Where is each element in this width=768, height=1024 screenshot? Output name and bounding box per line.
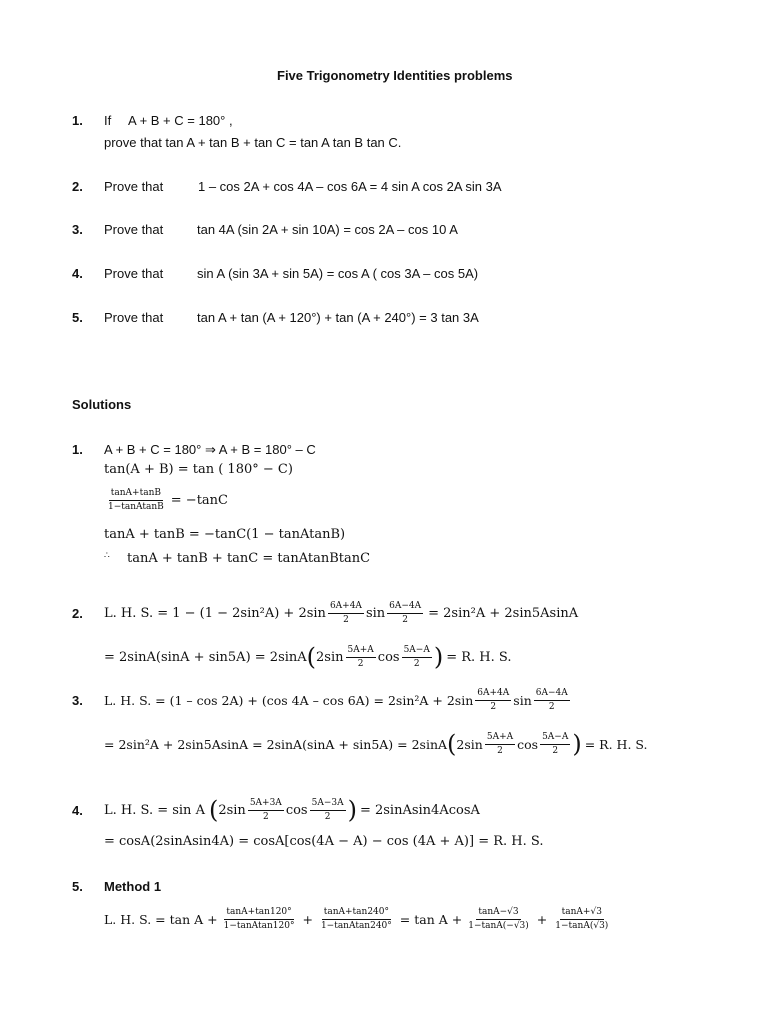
expr-part: 2sin — [316, 649, 344, 665]
problem-number: 5. — [72, 310, 83, 325]
solution-number: 3. — [72, 693, 83, 708]
problem-expression: tan 4A (sin 2A + sin 10A) = cos 2A – cos 10 A — [197, 222, 458, 237]
problem-expression: 1 – cos 2A + cos 4A – cos 6A = 4 sin A cos 2A sin 3A — [198, 179, 502, 194]
problem-expression: tan A + tan (A + 120°) + tan (A + 240°) = 3 tan 3A — [197, 310, 479, 325]
fraction-denominator: 2 — [402, 614, 408, 625]
fraction-numerator: tanA+tanB — [109, 488, 163, 501]
fraction-numerator: 5A+A — [485, 732, 515, 745]
right-paren: ) — [572, 730, 582, 758]
solution-line: tanA + tanB = −tanC(1 − tanAtanB) — [104, 527, 346, 542]
problem-number: 1. — [72, 113, 83, 128]
problem-lead: Prove that — [104, 266, 164, 281]
fraction — [540, 732, 570, 757]
fraction-denominator: 1−tanAtan120° — [223, 920, 295, 931]
fraction-numerator: 5A−A — [402, 645, 432, 658]
fraction — [387, 601, 423, 626]
expr-part: = R. H. S. — [446, 649, 512, 665]
solutions-heading: Solutions — [72, 397, 132, 412]
solution-line: = cosA(2sinAsin4A) = cosA[cos(4A − A) − cos (4A + A)] = R. H. S. — [104, 834, 544, 849]
fraction-denominator: 2 — [262, 811, 269, 822]
left-paren: ( — [447, 730, 457, 758]
solution-number: 1. — [72, 442, 83, 457]
solution-number: 4. — [72, 803, 83, 818]
problem-number: 4. — [72, 266, 83, 281]
fraction-numerator: 5A+A — [346, 645, 376, 658]
solution-line: tan(A + B) = tan ( 180° − C) — [104, 462, 293, 477]
fraction — [402, 645, 432, 670]
fraction-denominator: 1−tanA(√3) — [555, 920, 609, 931]
fraction-numerator: 5A+3A — [248, 798, 284, 811]
fraction — [222, 907, 297, 932]
solution-line — [104, 902, 612, 936]
expr-part: = 2sinA(sinA + sin5A) = 2sinA — [104, 649, 307, 665]
right-paren: ) — [433, 643, 444, 671]
fraction-denominator: 1−tanA(−√3) — [468, 920, 529, 931]
expr-part: L. H. S. = (1 – cos 2A) + (cos 4A – cos 6A) = 2sin²A + 2sin — [104, 692, 474, 708]
fraction-denominator: 1−tanAtan240° — [320, 920, 392, 931]
problem-number: 2. — [72, 179, 83, 194]
plus-sign: + — [536, 911, 548, 927]
fraction-denominator: 2 — [497, 745, 503, 756]
expr-part: = 2sin²A + 2sin5AsinA — [428, 605, 579, 621]
expr-part: sin — [513, 692, 532, 708]
solution-line — [104, 727, 647, 761]
problem-expression: sin A (sin 3A + sin 5A) = cos A ( cos 3A – cos 5A) — [197, 266, 479, 281]
fraction-numerator: tanA+tan240° — [322, 907, 391, 920]
problem-lead: Prove that — [104, 222, 164, 237]
left-paren: ( — [306, 643, 317, 671]
fraction-numerator: tanA+√3 — [560, 907, 604, 920]
fraction-numerator: tanA+tan120° — [224, 907, 293, 920]
fraction — [485, 732, 515, 757]
fraction-denominator: 2 — [324, 811, 331, 822]
expr-part: cos — [377, 649, 400, 665]
fraction-denominator: 2 — [343, 614, 349, 625]
expr-part: sin — [365, 605, 386, 621]
expr-part: = 2sinAsin4AcosA — [359, 802, 480, 818]
fraction — [319, 907, 394, 932]
fraction-denominator: 2 — [357, 658, 364, 669]
expr-part: L. H. S. = sin A — [104, 802, 205, 818]
solution-number: 5. — [72, 879, 83, 894]
problem-number: 3. — [72, 222, 83, 237]
fraction — [106, 488, 166, 513]
expr-part: = R. H. S. — [584, 736, 648, 752]
solution-number: 2. — [72, 606, 83, 621]
expr-part: L. H. S. = tan A + — [104, 911, 218, 927]
problem-lead: Prove that — [104, 310, 164, 325]
fraction — [310, 798, 346, 823]
fraction-denominator: 2 — [552, 745, 559, 756]
solution-line — [104, 640, 512, 674]
expr-part: 2sin — [456, 736, 483, 752]
method-heading: Method 1 — [104, 879, 162, 894]
expr-part: = tan A + — [399, 911, 463, 927]
equation-rhs: = −tanC — [170, 493, 228, 508]
fraction — [248, 798, 284, 823]
fraction — [475, 688, 511, 713]
solution-line — [104, 598, 578, 628]
left-paren: ( — [208, 796, 219, 824]
plus-sign: + — [302, 911, 313, 927]
solution-fraction-line — [104, 488, 228, 513]
solution-line: A + B + C = 180° ⇒ A + B = 180° – C — [104, 442, 316, 457]
fraction — [534, 688, 570, 713]
fraction-numerator: tanA−√3 — [476, 907, 520, 920]
fraction — [346, 645, 376, 670]
expr-part: cos — [285, 802, 308, 818]
expr-part: cos — [517, 736, 539, 752]
fraction-numerator: 6A−4A — [387, 601, 423, 614]
solution-line — [104, 685, 572, 715]
fraction-denominator: 2 — [413, 658, 420, 669]
solution-line: tanA + tanB + tanC = tanAtanBtanC — [127, 551, 371, 566]
fraction-numerator: 5A−3A — [310, 798, 346, 811]
problem-lead: Prove that — [104, 179, 164, 194]
therefore-symbol: ∴ — [104, 551, 110, 561]
expr-part: = 2sin²A + 2sin5AsinA = 2sinA(sinA + sin5A) = 2sinA — [104, 736, 448, 752]
page-title: Five Trigonometry Identities problems — [277, 68, 513, 83]
fraction-numerator: 5A−A — [540, 732, 570, 745]
fraction — [328, 601, 364, 626]
expr-part: 2sin — [218, 802, 246, 818]
fraction-numerator: 6A+4A — [475, 688, 511, 701]
fraction — [553, 907, 610, 932]
right-paren: ) — [347, 796, 357, 824]
fraction — [466, 907, 531, 932]
fraction-denominator: 1−tanAtanB — [108, 502, 164, 512]
problem-expression: A + B + C = 180° , — [128, 113, 233, 128]
fraction-numerator: 6A+4A — [328, 601, 364, 614]
fraction-denominator: 2 — [490, 701, 497, 712]
expr-part: L. H. S. = 1 − (1 − 2sin²A) + 2sin — [104, 605, 326, 621]
problem-lead: If — [104, 113, 112, 128]
fraction-numerator: 6A−4A — [534, 688, 570, 701]
fraction-denominator: 2 — [548, 701, 555, 712]
solution-line — [104, 793, 480, 827]
problem-statement: prove that tan A + tan B + tan C = tan A tan B tan C. — [104, 135, 402, 150]
